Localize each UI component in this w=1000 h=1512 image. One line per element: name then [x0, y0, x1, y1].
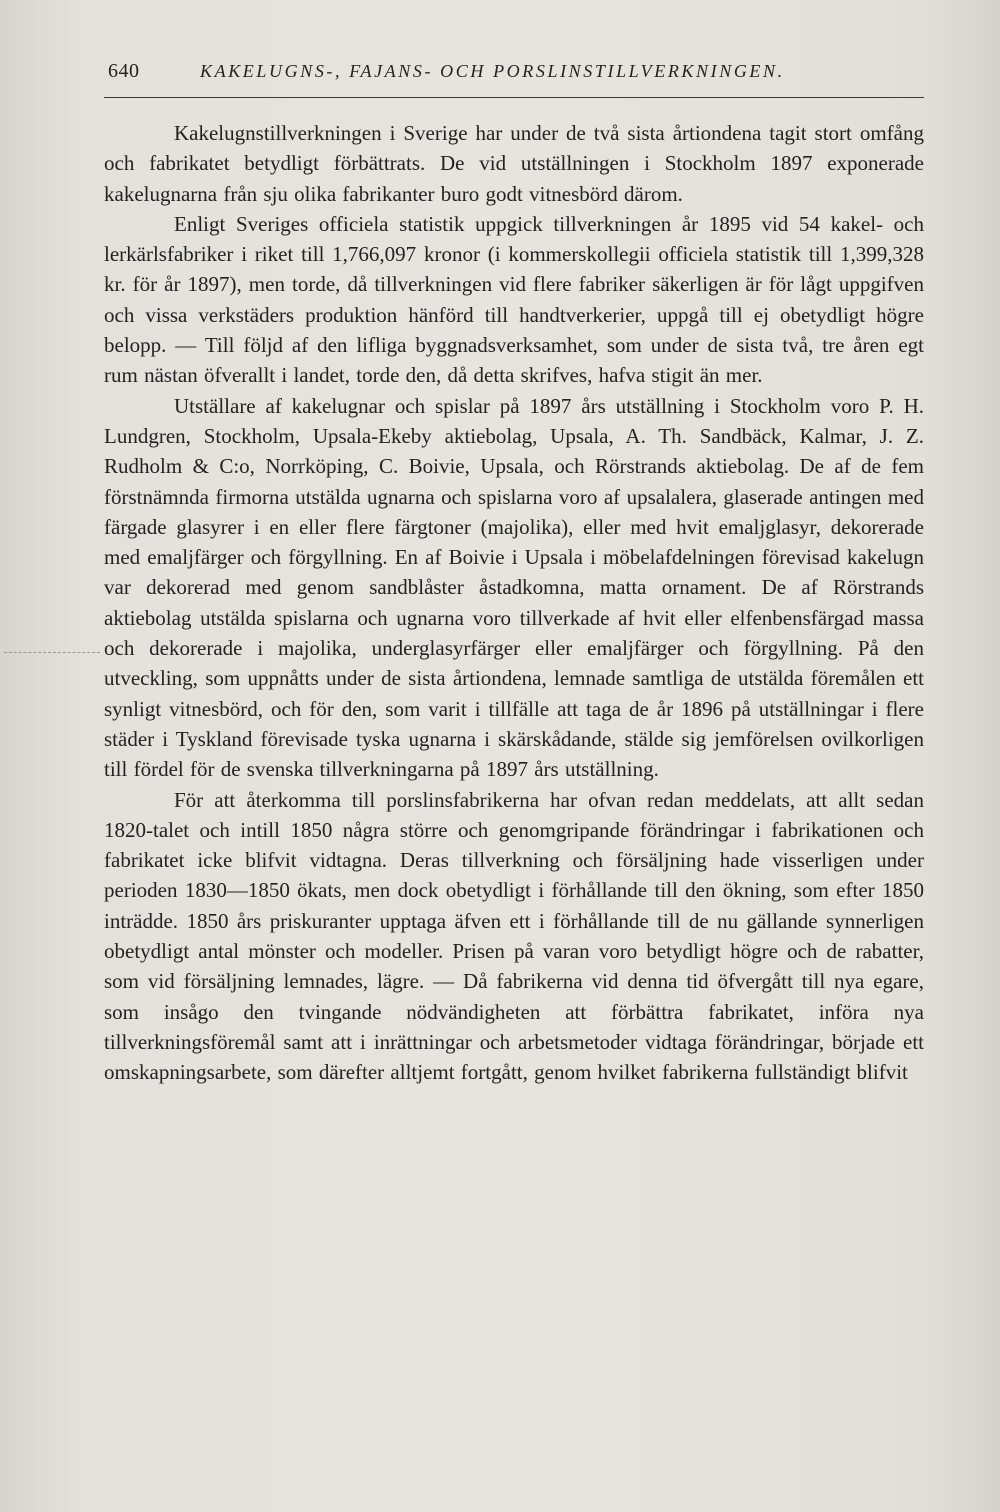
paragraph-porcelain: För att återkomma till porslinsfabrikerna har ofvan redan meddelats, att allt sedan 1820-talet och intill 1850 några större och genomgripande förändringar i fabrikationen och fabrikatet icke blifvit vidtagna. Deras tillverkning och försäljning hade visserligen under perioden 1830—1850 ökats, men dock obetydligt i förhållande till den ökning, som efter 1850 inträdde. 1850 års priskuranter upptaga äfven ett i förhållande till de nu gällande synnerligen obetydligt antal mönster och modeller. Prisen på varan voro betydligt högre och de rabatter, som vid försäljning lemnades, lägre. — Då fabrikerna vid denna tid öfvergått till nya egare, som insågo den tvingande nödvändigheten att förbättra fabrikatet, införa nya tillverkningsföremål samt att i inrättningar och arbetsmetoder vidtaga förändringar, började ett omskapningsarbete, som därefter alltjemt fortgått, genom hvilket fabrikerna fullständigt blifvit: [104, 787, 924, 1085]
page-header: [108, 60, 920, 94]
running-title: KAKELUGNS-, FAJANS- OCH PORSLINSTILLVERKNINGEN.: [200, 61, 785, 81]
header-rule: [104, 97, 924, 98]
paragraph-exhibitors: Utställare af kakelugnar och spislar på 1897 års utställning i Stockholm voro P. H. Lundgren, Stockholm, Upsala-Ekeby aktiebolag, Upsala, A. Th. Sandbäck, Kalmar, J. Z. Rudholm & C:o, Norrköping, C. Boivie, Upsala, och Rörstrands aktiebolag. De af de fem förstnämnda firmorna utstälda ugnarna och spislarna voro af upsalalera, glaserade antingen med färgade glasyrer i en eller flere färgtoner (majolika), eller med hvit emaljglasyr, dekorerade med emaljfärger och förgyllning. En af Boivie i Upsala i möbelafdelningen förevisad kakelugn var dekorerad med genom sandblåster åstadkomna, matta ornament. De af Rörstrands aktiebolag utstälda spislarna och ugnarna voro tillverkade af hvit eller elfenbensfärgad massa och dekorerade i majolika, underglasyrfärger eller emaljfärger och förgyllning. På den utveckling, som uppnåtts under de sista årtiondena, lemnade samtliga de utstälda föremålen ett synligt vitnesbörd, och för den, som varit i tillfälle att taga de år 1896 på utställningar i flere städer i Tyskland förevisade tyska ugnarna i skärskådande, stälde sig jemförelsen ovilkorligen till fördel för de svenska tillverkningarna på 1897 års utställning.: [104, 393, 924, 782]
body-text: [104, 118, 924, 1088]
paragraph-statistics: Enligt Sveriges officiela statistik uppgick tillverkningen år 1895 vid 54 kakel- och lerkärlsfabriker i riket till 1,766,097 kronor (i kommerskollegii officiela statistik till 1,399,328 kr. för år 1897), men torde, då tillverkningen vid flere fabriker säkerligen är för lågt uppgifven och vissa verkstäders produktion hänförd till handtverkerier, uppgå till ej obetydligt högre belopp. — Till följd af den lifliga byggnadsverksamhet, som under de sista två, tre åren egt rum nästan öfverallt i landet, torde den, då detta skrifves, hafva stigit än mer.: [104, 211, 924, 388]
paragraph-kakelugn-intro: Kakelugnstillverkningen i Sverige har under de två sista årtiondena tagit stort omfång och fabrikatet betydligt förbättrats. De vid utställningen i Stockholm 1897 exponerade kakelugnarna från sju olika fabrikanter buro godt vitnesbörd därom.: [104, 121, 924, 206]
page-number: 640: [108, 60, 140, 82]
margin-mark: [4, 652, 100, 653]
